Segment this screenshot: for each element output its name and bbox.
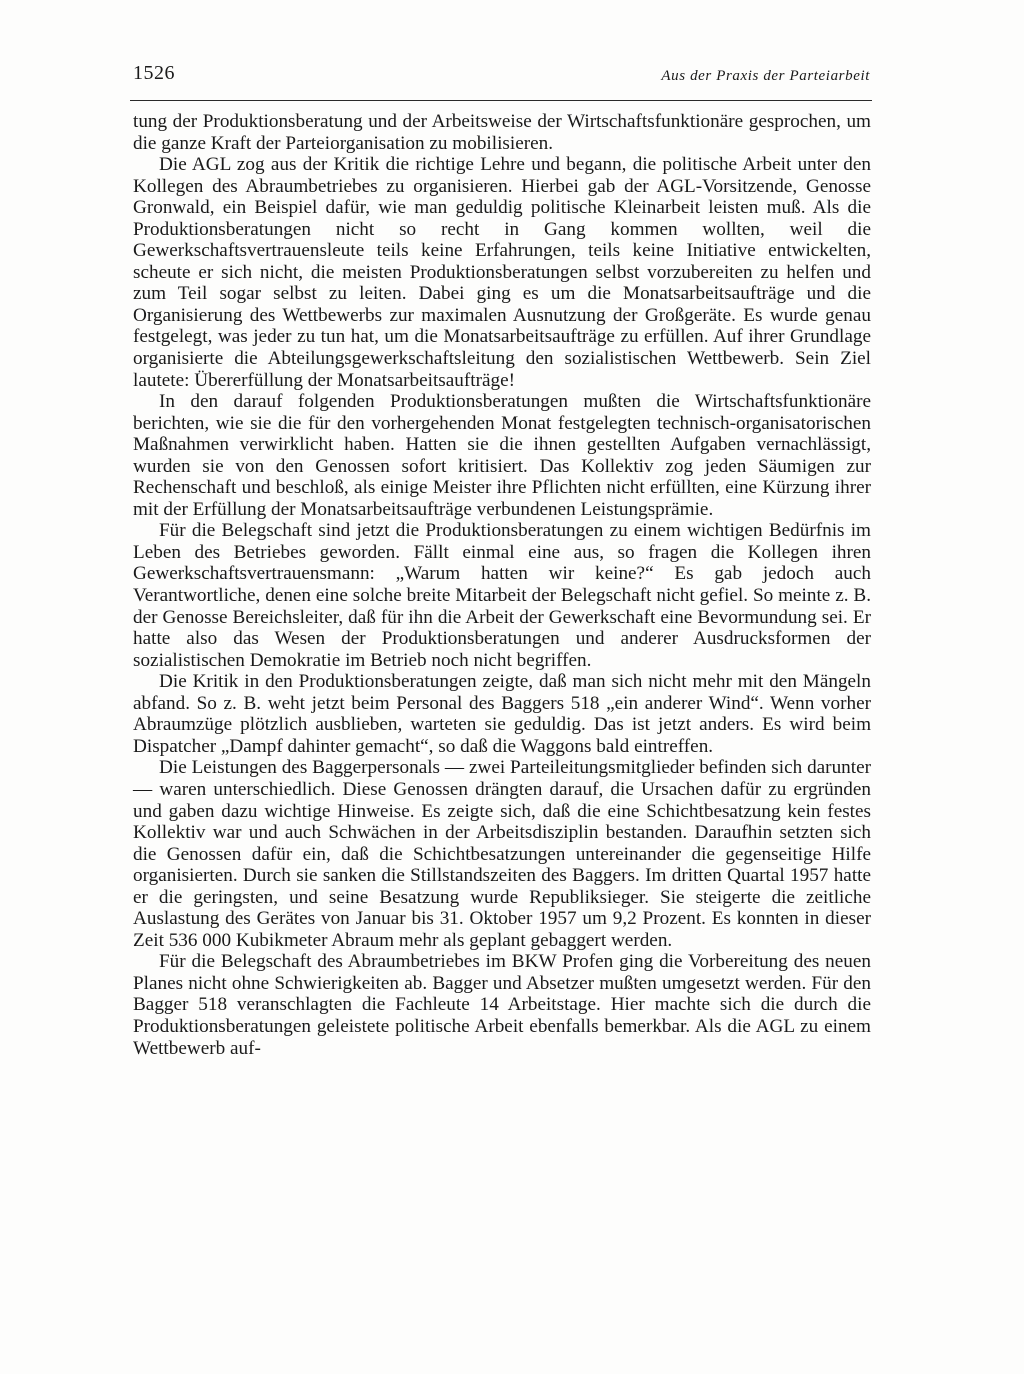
page-header	[130, 60, 872, 101]
running-title: Aus der Praxis der Parteiarbeit	[661, 68, 870, 84]
paragraph-6: Die Leistungen des Baggerpersonals — zwei Parteileitungsmitglieder befinden sich darunter — waren unterschiedlich. Diese Genossen drängten darauf, die Ursachen dafür zu ergründen und gaben dazu wichtige Hinweise. Es zeigte sich, daß die eine Schichtbesatzung kein festes Kollektiv war und auch Schwächen in der Arbeitsdisziplin bestanden. Daraufhin setzten sich die Genossen dafür ein, daß die Schichtbesatzungen untereinander die gegenseitige Hilfe organisierten. Durch sie sanken die Stillstandszeiten des Baggers. Im dritten Quartal 1957 hatte er die geringsten, und seine Besatzung wurde Republiksieger. Sie steigerte die zeitliche Auslastung des Gerätes von Januar bis 31. Oktober 1957 um 9,2 Prozent. Es konnten in dieser Zeit 536 000 Kubikmeter Abraum mehr als geplant gebaggert werden.	[133, 757, 871, 951]
paragraph-1: tung der Produktionsberatung und der Arbeitsweise der Wirtschaftsfunktionäre gesprochen, um die ganze Kraft der Parteiorganisation zu mobilisieren.	[133, 111, 871, 154]
paragraph-3: In den darauf folgenden Produktionsberatungen mußten die Wirtschaftsfunktionäre berichten, wie sie die für den vorhergehenden Monat festgelegten technisch-organisatorischen Maßnahmen verwirklicht haben. Hatten sie die ihnen gestellten Aufgaben vernachlässigt, wurden sie von den Genossen sofort kritisiert. Das Kollektiv zog jeden Säumigen zur Rechenschaft und beschloß, als einige Meister ihre Pflichten nicht erfüllten, eine Kürzung ihrer mit der Erfüllung der Monatsarbeitsaufträge verbundenen Leistungsprämie.	[133, 391, 871, 520]
paragraph-4: Für die Belegschaft sind jetzt die Produktionsberatungen zu einem wichtigen Bedürfnis im Leben des Betriebes geworden. Fällt einmal eine aus, so fragen die Kollegen ihren Gewerkschaftsvertrauensmann: „Warum hatten wir keine?“ Es gab jedoch auch Verantwortliche, denen eine solche breite Mitarbeit der Belegschaft nicht gefiel. So meinte z. B. der Genosse Bereichsleiter, daß für ihn die Arbeit der Gewerkschaft eine Bevormundung sei. Er hatte also das Wesen der Produktionsberatungen und anderer Ausdrucksformen der sozialistischen Demokratie im Betrieb noch nicht begriffen.	[133, 520, 871, 671]
page-number: 1526	[133, 62, 175, 84]
paragraph-2: Die AGL zog aus der Kritik die richtige Lehre und begann, die politische Arbeit unter den Kollegen des Abraumbetriebes zu organisieren. Hierbei gab der AGL-Vorsitzende, Genosse Gronwald, ein Beispiel dafür, wie man geduldig politische Kleinarbeit leisten muß. Als die Produktionsberatungen nicht so recht in Gang kommen wollten, weil die Gewerkschaftsvertrauensleute teils keine Erfahrungen, teils keine Initiative entwickelten, scheute er sich nicht, die meisten Produktionsberatungen selbst vorzubereiten zu helfen und zum Teil sogar selbst zu leiten. Dabei ging es um die Monatsarbeitsaufträge und die Organisierung des Wettbewerbs zur maximalen Ausnutzung der Großgeräte. Es wurde genau festgelegt, was jeder zu tun hat, um die Monatsarbeitsaufträge zu erfüllen. Auf ihrer Grundlage organisierte die Abteilungsgewerkschaftsleitung den sozialistischen Wettbewerb. Sein Ziel lautete: Übererfüllung der Monatsarbeitsaufträge!	[133, 154, 871, 391]
article-body	[133, 111, 871, 1059]
paragraph-7: Für die Belegschaft des Abraumbetriebes im BKW Profen ging die Vorbereitung des neuen Planes nicht ohne Schwierigkeiten ab. Bagger und Absetzer mußten umgesetzt werden. Für den Bagger 518 veranschlagten die Fachleute 14 Arbeitstage. Hier machte sich die durch die Produktionsberatungen geleistete politische Arbeit ebenfalls bemerkbar. Als die AGL zu einem Wettbewerb auf-	[133, 951, 871, 1059]
paragraph-5: Die Kritik in den Produktionsberatungen zeigte, daß man sich nicht mehr mit den Mängeln abfand. So z. B. weht jetzt beim Personal des Baggers 518 „ein anderer Wind“. Wenn vorher Abraumzüge plötzlich ausblieben, warteten sie geduldig. Das ist jetzt anders. Es wird beim Dispatcher „Dampf dahinter gemacht“, so daß die Waggons bald eintreffen.	[133, 671, 871, 757]
